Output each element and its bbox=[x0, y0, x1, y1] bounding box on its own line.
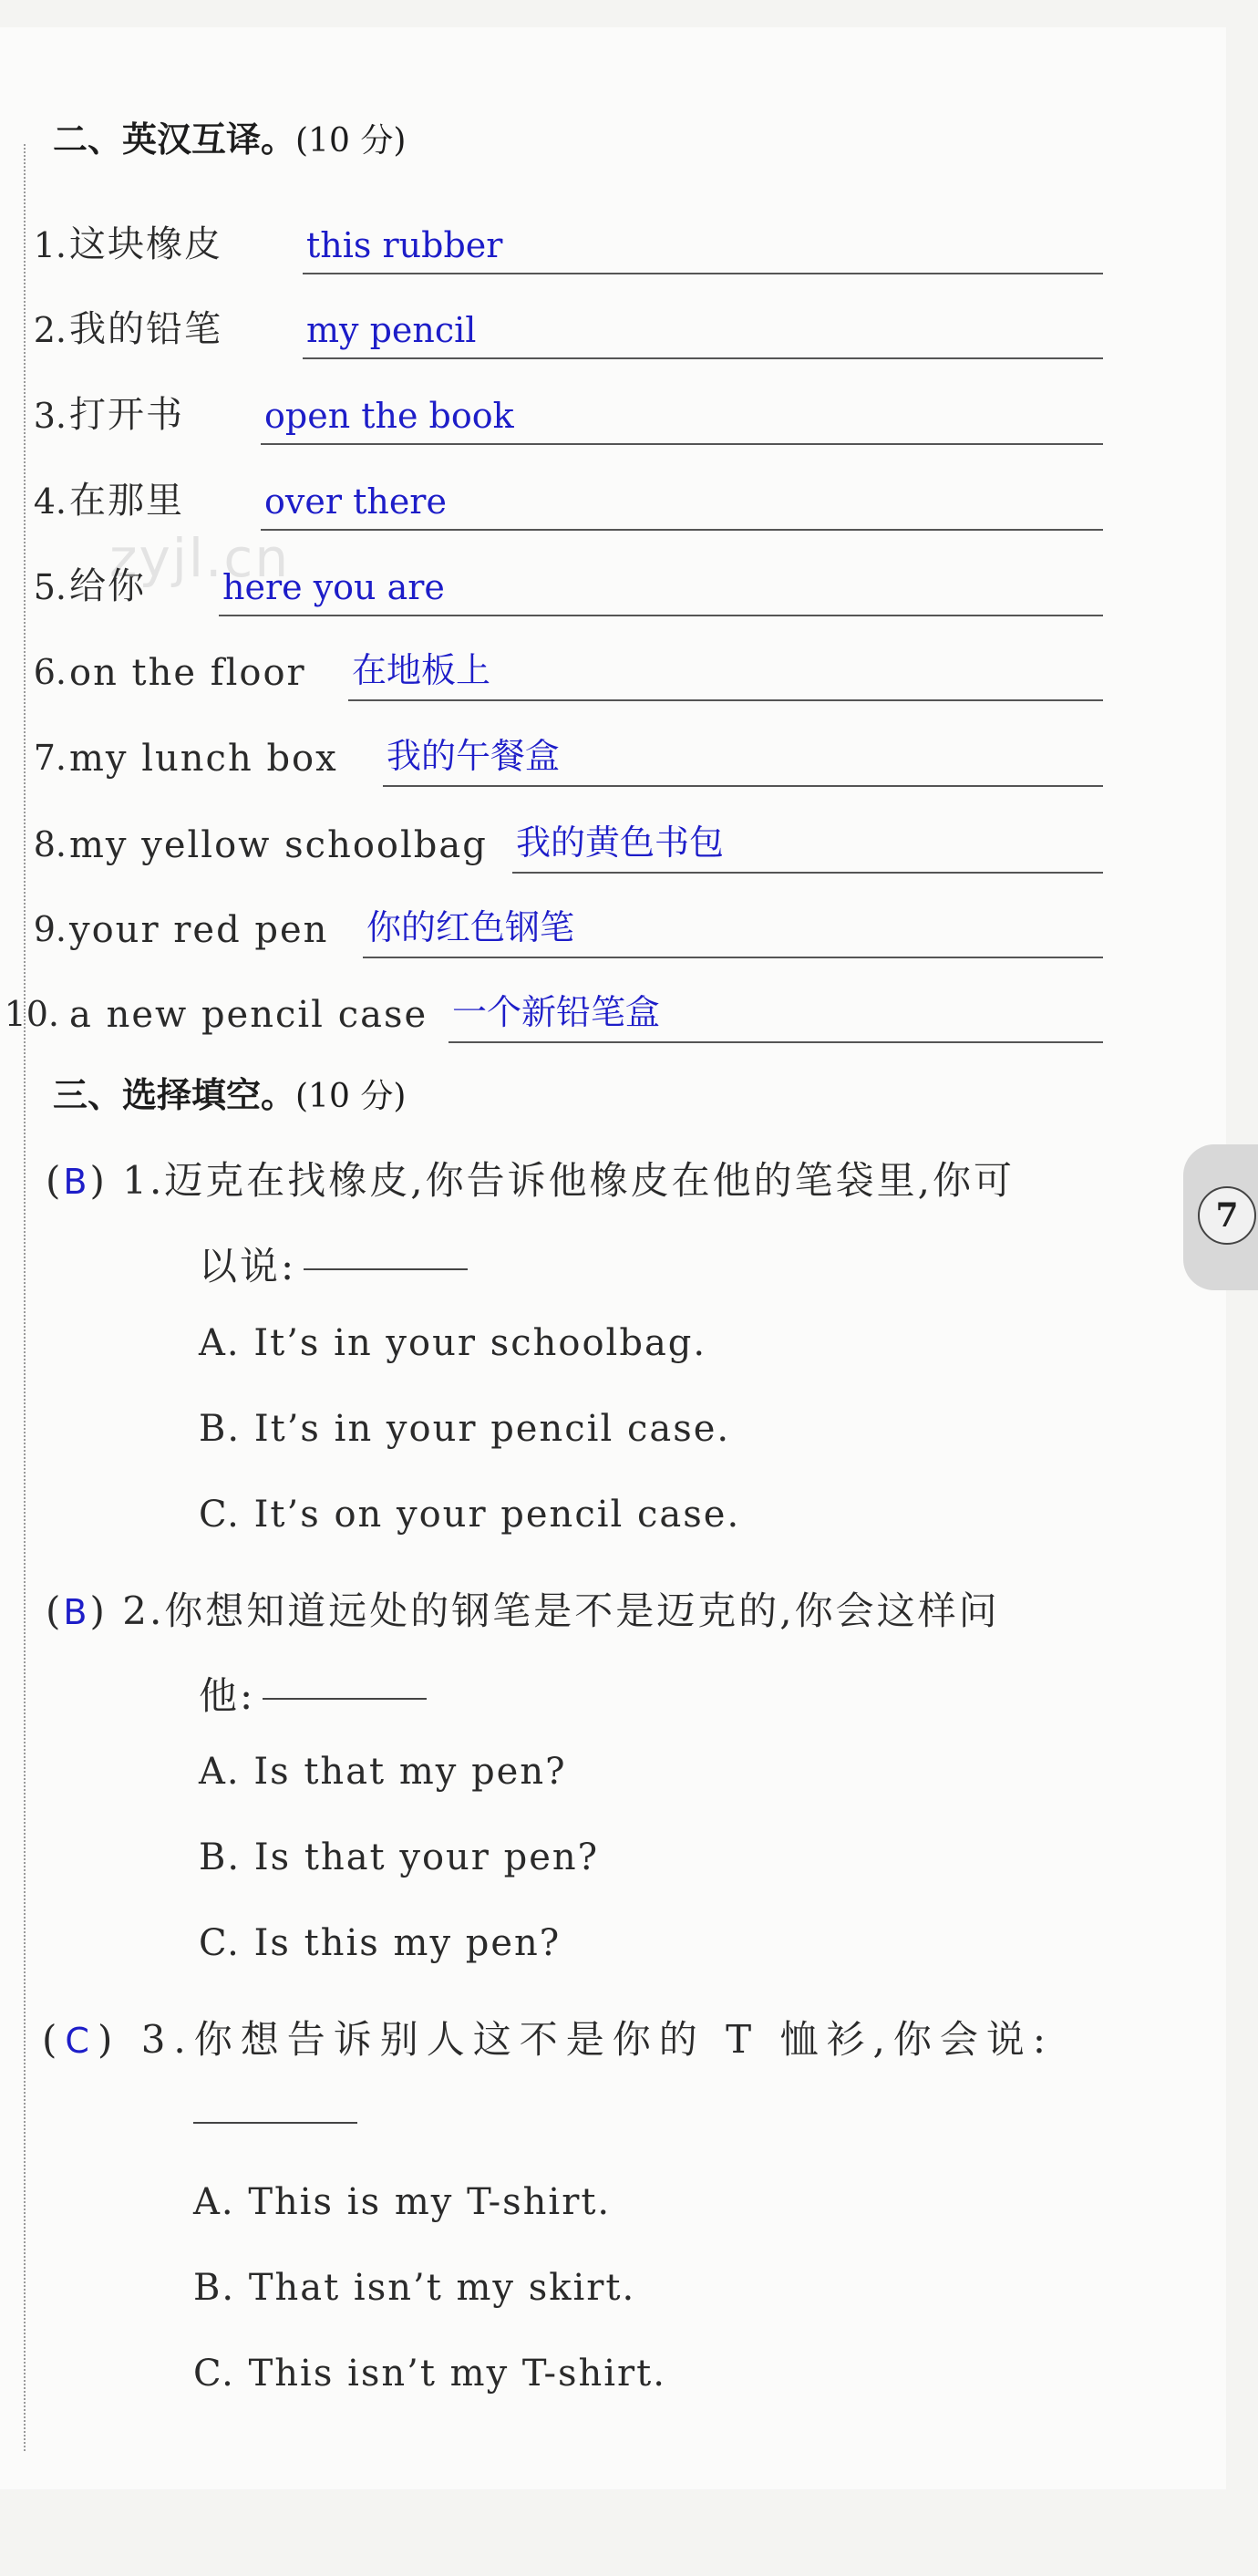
translation-item bbox=[0, 727, 1149, 791]
question-2-option-c: C. Is this my pen? bbox=[199, 1922, 562, 1964]
translation-item bbox=[0, 471, 1149, 534]
translation-item-answer: 在地板上 bbox=[352, 650, 491, 690]
translation-item bbox=[0, 299, 1149, 363]
question-3-blank bbox=[193, 2122, 357, 2124]
translation-item-number: 1. bbox=[33, 225, 67, 265]
translation-item bbox=[0, 813, 1149, 877]
translation-item-prompt: 给你 bbox=[69, 565, 146, 607]
translation-item-answer: 你的红色钢笔 bbox=[366, 907, 575, 947]
answer-underline bbox=[363, 957, 1103, 958]
translation-item-answer: 我的黄色书包 bbox=[516, 822, 725, 863]
translation-item-prompt: 打开书 bbox=[69, 394, 184, 436]
question-1-option-c: C. It’s on your pencil case. bbox=[199, 1494, 741, 1536]
question-1-option-a: A. It’s in your schoolbag. bbox=[199, 1322, 707, 1364]
question-2-blank bbox=[263, 1698, 427, 1700]
translation-item-number: 9. bbox=[33, 909, 67, 949]
question-1-stem: 迈克在找橡皮,你告诉他橡皮在他的笔袋里,你可 bbox=[164, 1158, 1015, 1203]
translation-item-prompt: my lunch box bbox=[69, 738, 338, 780]
question-3-line1: (C) 3.你想告诉别人这不是你的 T 恤衫,你会说: bbox=[42, 2017, 1054, 2062]
question-3-option-b: B. That isn’t my skirt. bbox=[193, 2267, 636, 2309]
translation-item-number: 2. bbox=[33, 310, 67, 350]
question-1-option-b: B. It’s in your pencil case. bbox=[199, 1408, 731, 1450]
question-1-answer: B bbox=[63, 1162, 90, 1202]
translation-item bbox=[0, 385, 1149, 449]
question-2-stem-2: 他: bbox=[199, 1673, 256, 1718]
page-tab bbox=[1183, 1144, 1258, 1290]
translation-item-answer: open the book bbox=[264, 396, 514, 436]
translation-item-answer: here you are bbox=[222, 567, 445, 607]
translation-item bbox=[0, 556, 1149, 620]
answer-underline bbox=[348, 699, 1103, 701]
question-3-num: 3. bbox=[140, 2017, 194, 2062]
question-1-stem-2: 以说: bbox=[199, 1244, 297, 1288]
translation-item-number: 3. bbox=[33, 396, 67, 436]
worksheet-page bbox=[0, 27, 1226, 2489]
translation-item bbox=[0, 214, 1149, 278]
watermark: zyjl.cn bbox=[109, 527, 291, 589]
section3-title-text: 三、选择填空。 bbox=[53, 1075, 296, 1115]
translation-item-prompt: 这块橡皮 bbox=[69, 223, 222, 265]
section3-score: (10 分) bbox=[295, 1078, 407, 1115]
translation-item-number: 8. bbox=[33, 824, 67, 864]
question-1-line2 bbox=[199, 1236, 468, 1291]
section2-title-text: 二、英汉互译。 bbox=[53, 119, 296, 160]
question-3-answer: C bbox=[65, 2021, 98, 2061]
translation-item bbox=[0, 983, 1149, 1047]
translation-item bbox=[0, 641, 1149, 705]
question-2-line2 bbox=[199, 1666, 427, 1721]
page-number: 7 bbox=[1198, 1186, 1256, 1245]
question-3-line2 bbox=[193, 2097, 357, 2142]
section2-title bbox=[53, 111, 406, 161]
answer-underline bbox=[303, 357, 1103, 359]
translation-item-answer: over there bbox=[264, 481, 447, 522]
answer-underline bbox=[449, 1041, 1103, 1043]
translation-item-answer: 一个新铅笔盒 bbox=[452, 992, 661, 1032]
question-2-stem: 你想知道远处的钢笔是不是迈克的,你会这样问 bbox=[164, 1588, 1000, 1633]
answer-underline bbox=[303, 273, 1103, 274]
translation-item-number: 10. bbox=[4, 994, 59, 1034]
section2-score: (10 分) bbox=[295, 122, 407, 160]
answer-underline bbox=[219, 615, 1103, 616]
translation-item-prompt: your red pen bbox=[69, 909, 329, 951]
answer-underline bbox=[261, 529, 1103, 531]
translation-item-answer: my pencil bbox=[306, 310, 477, 350]
question-1-blank bbox=[304, 1268, 468, 1270]
translation-item-number: 4. bbox=[33, 481, 67, 522]
question-3-stem: 你想告诉别人这不是你的 T 恤衫,你会说: bbox=[193, 2017, 1054, 2062]
question-1-num: 1. bbox=[122, 1158, 165, 1203]
question-3-option-c: C. This isn’t my T-shirt. bbox=[193, 2353, 666, 2395]
question-2-option-b: B. Is that your pen? bbox=[199, 1836, 600, 1878]
question-1-line1: (B) 1.迈克在找橡皮,你告诉他橡皮在他的笔袋里,你可 bbox=[46, 1158, 1015, 1203]
question-3-option-a: A. This is my T-shirt. bbox=[193, 2181, 612, 2223]
translation-item-number: 5. bbox=[33, 567, 67, 607]
translation-item-prompt: 我的铅笔 bbox=[69, 308, 222, 350]
translation-item-answer: this rubber bbox=[306, 225, 503, 265]
question-2-option-a: A. Is that my pen? bbox=[199, 1751, 567, 1793]
translation-item-prompt: my yellow schoolbag bbox=[69, 824, 488, 866]
translation-item-prompt: 在那里 bbox=[69, 480, 184, 522]
translation-item-prompt: on the floor bbox=[69, 652, 306, 694]
answer-underline bbox=[383, 785, 1103, 787]
translation-item bbox=[0, 898, 1149, 962]
translation-item-number: 6. bbox=[33, 652, 67, 692]
translation-item-number: 7. bbox=[33, 738, 67, 778]
translation-item-prompt: a new pencil case bbox=[69, 994, 428, 1036]
question-2-answer: B bbox=[63, 1592, 90, 1632]
translation-item-answer: 我的午餐盒 bbox=[387, 736, 561, 776]
question-2-num: 2. bbox=[122, 1588, 165, 1633]
section3-title bbox=[53, 1067, 406, 1117]
answer-underline bbox=[512, 872, 1103, 874]
question-2-line1: (B) 2.你想知道远处的钢笔是不是迈克的,你会这样问 bbox=[46, 1588, 1000, 1633]
answer-underline bbox=[261, 443, 1103, 445]
